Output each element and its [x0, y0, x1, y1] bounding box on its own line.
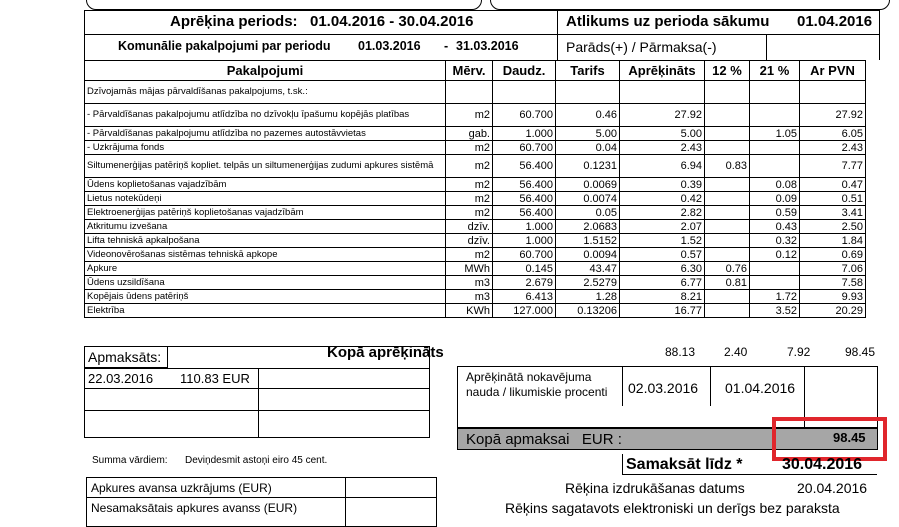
col-unit: Mērv. — [446, 61, 493, 81]
tariff-cell: 0.0069 — [556, 178, 620, 192]
vat21-cell: 3.52 — [750, 304, 800, 318]
unit-cell: KWh — [446, 304, 493, 318]
section-title: Dzīvojamās mājas pārvaldīšanas pakalpojums, t.sk.: — [85, 81, 446, 104]
tariff-cell: 0.13206 — [556, 304, 620, 318]
unit-cell: m2 — [446, 192, 493, 206]
total-cell: 0.51 — [800, 192, 866, 206]
heating-grid-h — [86, 497, 437, 498]
qty-cell: 56.400 — [493, 206, 556, 220]
calc-cell: 2.43 — [620, 141, 705, 155]
tariff-cell: 43.47 — [556, 262, 620, 276]
penalty-inner-v1 — [622, 366, 623, 406]
table-row — [85, 155, 866, 178]
tariff-cell: 1.5152 — [556, 234, 620, 248]
calc-cell: 6.77 — [620, 276, 705, 290]
unit-cell: m2 — [446, 206, 493, 220]
total-cell: 0.69 — [800, 248, 866, 262]
section-row — [85, 81, 866, 104]
qty-cell: 6.413 — [493, 290, 556, 304]
unit-cell: m3 — [446, 290, 493, 304]
qty-cell: 1.000 — [493, 127, 556, 141]
unit-cell: dzīv. — [446, 234, 493, 248]
words-label: Summa vārdiem: — [92, 455, 168, 466]
vat21-cell: 0.59 — [750, 206, 800, 220]
utilities-sep: - — [444, 39, 449, 53]
print-date-label: Rēķina izdrukāšanas datums — [565, 480, 745, 496]
vat12-cell: 0.81 — [705, 276, 750, 290]
col-vat12: 12 % — [705, 61, 750, 81]
vat21-cell: 1.05 — [750, 127, 800, 141]
vat12-cell: 0.76 — [705, 262, 750, 276]
print-date-value: 20.04.2016 — [797, 480, 868, 496]
vat12-cell — [705, 127, 750, 141]
qty-cell: 0.145 — [493, 262, 556, 276]
service-name: Elektrība — [85, 304, 446, 318]
col-services: Pakalpojumi — [85, 61, 446, 81]
pay-total-label: Kopā apmaksai EUR : — [466, 431, 622, 448]
service-name: Elektroenerģijas patēriņš koplietošanas vajadzībām — [85, 206, 446, 220]
qty-cell: 1.000 — [493, 220, 556, 234]
balance-box — [490, 0, 890, 10]
calc-cell: 2.07 — [620, 220, 705, 234]
total-cell: 1.84 — [800, 234, 866, 248]
penalty-to: 01.04.2016 — [725, 380, 796, 396]
header-divider-h2 — [557, 34, 880, 35]
tariff-cell: 1.28 — [556, 290, 620, 304]
calc-cell: 5.00 — [620, 127, 705, 141]
table-row — [85, 262, 866, 276]
penalty-label-2: nauda / likumiskie procenti — [466, 385, 608, 399]
paid-grid-h2 — [84, 388, 430, 389]
balance-label: Atlikums uz perioda sākumu — [566, 13, 770, 30]
qty-cell: 2.679 — [493, 276, 556, 290]
words-value: Deviņdesmit astoņi eiro 45 cent. — [185, 455, 328, 466]
total-cell: 7.77 — [800, 155, 866, 178]
header-divider-v2 — [766, 34, 767, 60]
total-cell: 9.93 — [800, 290, 866, 304]
utilities-label: Komunālie pakalpojumi par periodu — [118, 39, 331, 53]
qty-cell: 1.000 — [493, 234, 556, 248]
total-cell: 2.50 — [800, 220, 866, 234]
totals-calc: 88.13 — [665, 345, 696, 359]
table-row — [85, 248, 866, 262]
tariff-cell: 2.5279 — [556, 276, 620, 290]
col-total: Ar PVN — [800, 61, 866, 81]
vat12-cell — [705, 104, 750, 127]
service-name: - Pārvaldīšanas pakalpojumu atlīdzība no dzīvokļu īpašumu kopējās platības — [85, 104, 446, 127]
col-qty: Daudz. — [493, 61, 556, 81]
table-header-row — [85, 61, 866, 81]
vat21-cell — [750, 262, 800, 276]
vat21-cell: 1.72 — [750, 290, 800, 304]
service-name: Apkure — [85, 262, 446, 276]
table-row — [85, 127, 866, 141]
vat21-cell: 0.08 — [750, 178, 800, 192]
vat12-cell — [705, 220, 750, 234]
header-divider-v — [557, 10, 558, 60]
total-cell: 2.43 — [800, 141, 866, 155]
electronic-note: Rēķins sagatavots elektroniski un derīgs bez paraksta — [505, 500, 840, 516]
services-table — [84, 60, 866, 318]
header-divider-h — [84, 34, 557, 35]
calc-cell: 0.39 — [620, 178, 705, 192]
tariff-cell: 0.0094 — [556, 248, 620, 262]
heating-grid-v — [345, 477, 346, 527]
col-vat21: 21 % — [750, 61, 800, 81]
table-row — [85, 206, 866, 220]
vat21-cell — [750, 104, 800, 127]
service-name: Lietus notekūdeņi — [85, 192, 446, 206]
total-cell: 27.92 — [800, 104, 866, 127]
totals-vat12: 2.40 — [724, 345, 748, 359]
vat12-cell: 0.83 — [705, 155, 750, 178]
unit-cell: m2 — [446, 155, 493, 178]
calc-cell: 27.92 — [620, 104, 705, 127]
table-row — [85, 220, 866, 234]
service-name: Atkritumu izvešana — [85, 220, 446, 234]
period-label: Aprēķina periods: — [170, 13, 298, 30]
paid-grid-h3 — [84, 410, 430, 411]
calc-cell: 16.77 — [620, 304, 705, 318]
total-cell: 7.58 — [800, 276, 866, 290]
due-underline — [622, 474, 877, 475]
totals-total: 98.45 — [845, 345, 876, 359]
unit-cell: m2 — [446, 141, 493, 155]
utilities-from: 01.03.2016 — [358, 39, 421, 53]
table-row — [85, 234, 866, 248]
qty-cell: 60.700 — [493, 104, 556, 127]
period-box — [86, 0, 482, 10]
vat12-cell — [705, 178, 750, 192]
unit-cell: m3 — [446, 276, 493, 290]
service-name: Videonovērošanas sistēmas tehniskā apkope — [85, 248, 446, 262]
totals-vat21: 7.92 — [787, 345, 811, 359]
col-tariff: Tarifs — [556, 61, 620, 81]
qty-cell: 127.000 — [493, 304, 556, 318]
vat12-cell — [705, 206, 750, 220]
paid-grid-h1 — [84, 368, 430, 369]
tariff-cell: 2.0683 — [556, 220, 620, 234]
qty-cell: 56.400 — [493, 155, 556, 178]
calc-cell: 1.52 — [620, 234, 705, 248]
col-calc: Aprēķināts — [620, 61, 705, 81]
paid-date: 22.03.2016 — [88, 371, 154, 386]
tariff-cell: 0.05 — [556, 206, 620, 220]
penalty-from: 02.03.2016 — [628, 380, 699, 396]
vat12-cell — [705, 234, 750, 248]
total-cell: 0.47 — [800, 178, 866, 192]
utilities-to: 31.03.2016 — [456, 39, 519, 53]
vat12-cell — [705, 304, 750, 318]
vat21-cell: 0.32 — [750, 234, 800, 248]
unit-cell: m2 — [446, 178, 493, 192]
service-name: Kopējais ūdens patēriņš — [85, 290, 446, 304]
vat21-cell: 0.09 — [750, 192, 800, 206]
paid-amount: 110.83 EUR — [180, 371, 250, 386]
service-name: Siltumenerģijas patēriņš kopliet. telpās un siltumenerģijas zudumi apkures sistēmā — [85, 155, 446, 178]
service-name: - Uzkrājuma fonds — [85, 141, 446, 155]
balance-date: 01.04.2016 — [797, 13, 873, 30]
penalty-label-1: Aprēķinātā nokavējuma — [466, 370, 592, 384]
vat21-cell: 0.12 — [750, 248, 800, 262]
due-box-left — [622, 454, 623, 475]
table-row — [85, 276, 866, 290]
vat12-cell — [705, 192, 750, 206]
vat12-cell — [705, 141, 750, 155]
service-name: - Pārvaldīšanas pakalpojumu atlīdzība no pazemes autostāvvietas — [85, 127, 446, 141]
service-name: Ūdens koplietošanas vajadzībām — [85, 178, 446, 192]
tariff-cell: 5.00 — [556, 127, 620, 141]
unit-cell: m2 — [446, 248, 493, 262]
unit-cell: gab. — [446, 127, 493, 141]
table-row — [85, 141, 866, 155]
service-name: Lifta tehniskā apkalpošana — [85, 234, 446, 248]
tariff-cell: 0.46 — [556, 104, 620, 127]
table-row — [85, 104, 866, 127]
vat21-cell — [750, 276, 800, 290]
vat21-cell — [750, 141, 800, 155]
calc-cell: 0.57 — [620, 248, 705, 262]
table-row — [85, 178, 866, 192]
table-row — [85, 290, 866, 304]
heating-unpaid-label: Nesamaksātais apkures avanss (EUR) — [91, 501, 298, 515]
debt-label: Parāds(+) / Pārmaksa(-) — [566, 39, 717, 55]
qty-cell: 60.700 — [493, 248, 556, 262]
unit-cell: MWh — [446, 262, 493, 276]
due-label: Samaksāt līdz * — [626, 456, 743, 473]
table-row — [85, 192, 866, 206]
due-date: 30.04.2016 — [782, 456, 863, 473]
totals-label: Kopā aprēķināts — [327, 344, 444, 361]
tariff-cell: 0.04 — [556, 141, 620, 155]
calc-cell: 8.21 — [620, 290, 705, 304]
paid-label: Apmaksāts: — [88, 349, 162, 365]
qty-cell: 60.700 — [493, 141, 556, 155]
vat21-cell: 0.43 — [750, 220, 800, 234]
heating-reserve-label: Apkures avansa uzkrājums (EUR) — [91, 481, 272, 495]
unit-cell: dzīv. — [446, 220, 493, 234]
service-name: Ūdens uzsildīšana — [85, 276, 446, 290]
total-cell: 7.06 — [800, 262, 866, 276]
penalty-inner-v2 — [710, 366, 711, 406]
pay-total-amount: 98.45 — [833, 430, 866, 445]
vat12-cell — [705, 290, 750, 304]
total-cell: 20.29 — [800, 304, 866, 318]
calc-cell: 6.94 — [620, 155, 705, 178]
unit-cell: m2 — [446, 104, 493, 127]
total-cell: 3.41 — [800, 206, 866, 220]
qty-cell: 56.400 — [493, 192, 556, 206]
period-value: 01.04.2016 - 30.04.2016 — [310, 13, 474, 30]
vat21-cell — [750, 155, 800, 178]
calc-cell: 0.42 — [620, 192, 705, 206]
calc-cell: 2.82 — [620, 206, 705, 220]
pay-total-highlight — [772, 417, 887, 461]
vat12-cell — [705, 248, 750, 262]
tariff-cell: 0.1231 — [556, 155, 620, 178]
total-cell: 6.05 — [800, 127, 866, 141]
table-row — [85, 304, 866, 318]
calc-cell: 6.30 — [620, 262, 705, 276]
paid-grid-v — [258, 368, 259, 438]
qty-cell: 56.400 — [493, 178, 556, 192]
tariff-cell: 0.0074 — [556, 192, 620, 206]
